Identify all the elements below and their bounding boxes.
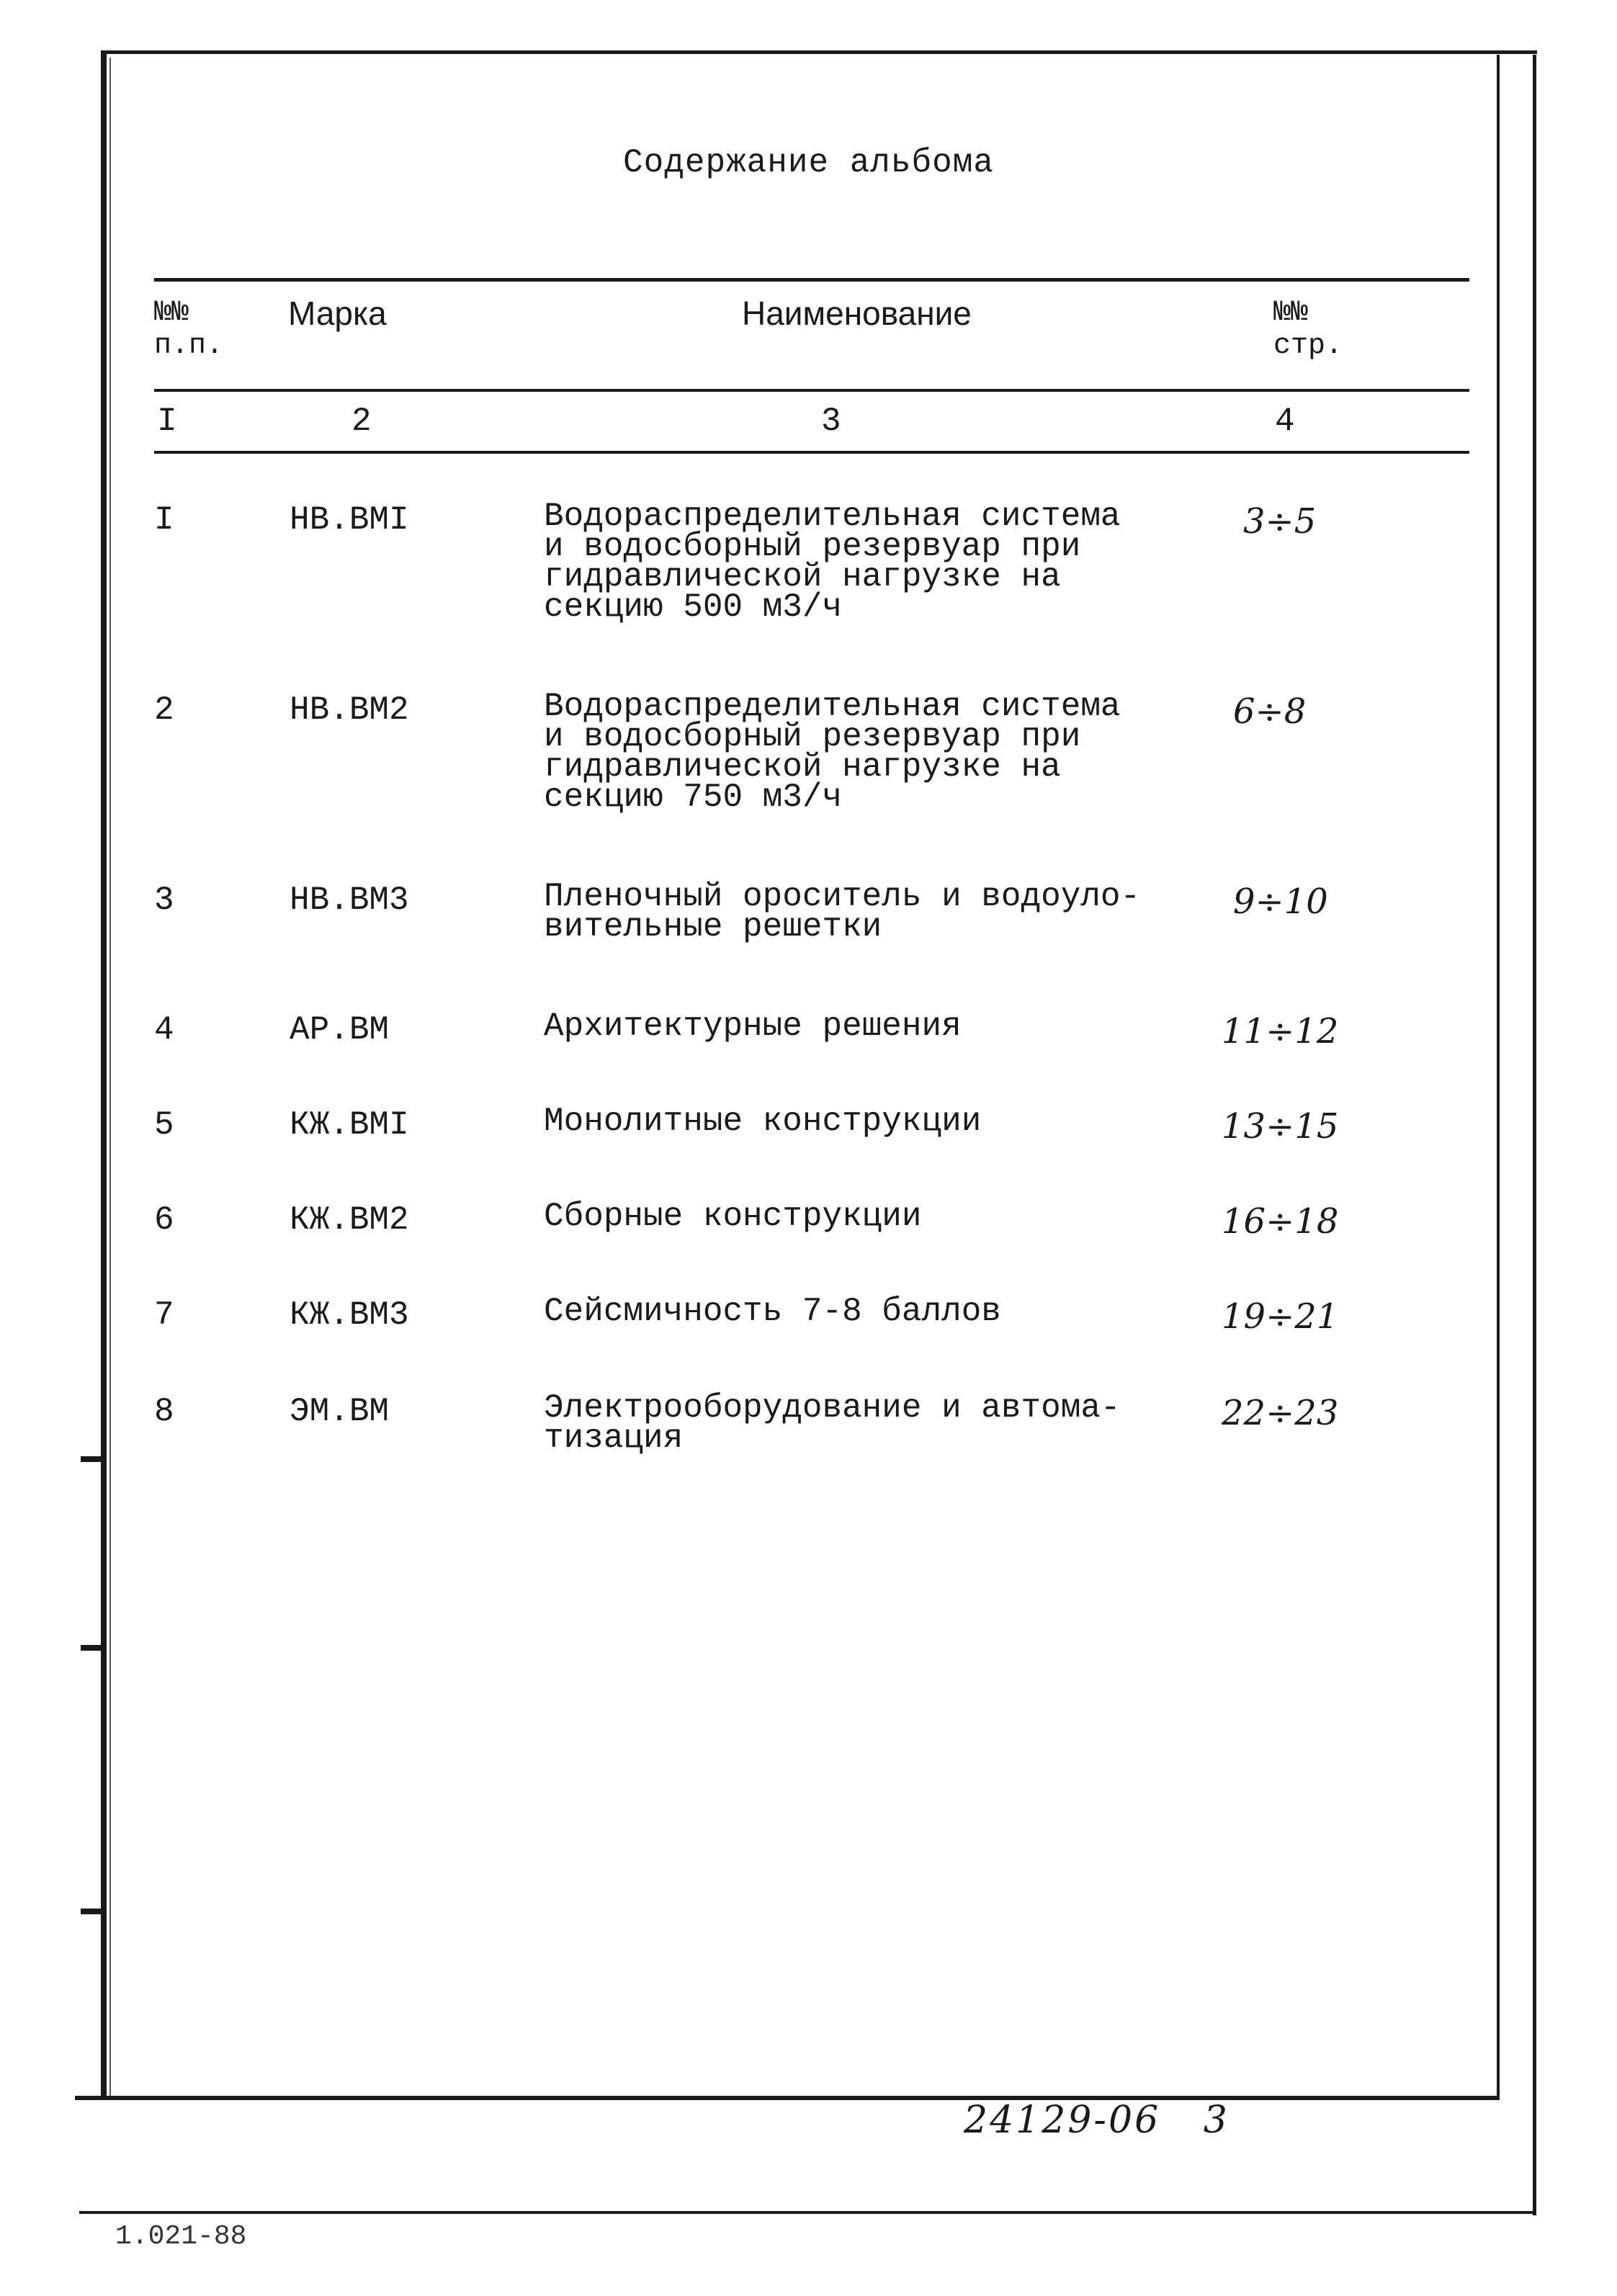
frame-right-line: [1497, 55, 1500, 2099]
header-num: №№ п.п.: [154, 297, 224, 362]
frame-left-inner-line: [109, 58, 111, 2096]
row-name: Пленочный ороситель и водоуло- вительные решетки: [544, 878, 1141, 946]
frame-left-line: [101, 52, 107, 2097]
row-num: 2: [154, 691, 174, 729]
row-pages: 6÷8: [1233, 691, 1307, 732]
header-page: №№ стр.: [1273, 297, 1343, 362]
table-top-rule: [154, 278, 1469, 282]
row-mark: КЖ.ВМI: [290, 1106, 409, 1144]
header-mark: Марка: [288, 295, 387, 332]
frame-top-line: [101, 50, 1537, 54]
binding-tick: [81, 1456, 105, 1462]
column-index-3: 3: [821, 403, 841, 440]
column-index-2: 2: [351, 403, 372, 440]
drawing-code: [964, 2099, 1229, 2142]
row-pages: 19÷21: [1222, 1296, 1339, 1337]
row-mark: АР.ВМ: [290, 1011, 390, 1049]
row-pages: 13÷15: [1222, 1106, 1339, 1147]
sheet-bottom-edge: [79, 2211, 1536, 2214]
document-title: Содержание альбома: [623, 144, 994, 181]
row-name: Архитектурные решения: [544, 1008, 962, 1045]
row-name: Электрооборудование и автома- тизация: [544, 1389, 1121, 1457]
drawing-number: 24129-06: [964, 2099, 1161, 2142]
row-name: Водораспределительная система и водосборный резервуар при гидравлической нагрузке на секцию 750 м3/ч: [544, 688, 1121, 816]
row-name: Сейсмичность 7-8 баллов: [544, 1293, 1001, 1330]
row-num: I: [154, 501, 174, 539]
header-bottom-rule: [154, 389, 1469, 392]
row-pages: 11÷12: [1222, 1011, 1339, 1051]
row-pages: 16÷18: [1222, 1201, 1339, 1242]
row-mark: КЖ.ВМ3: [290, 1296, 409, 1334]
header-name: Наименование: [742, 295, 972, 332]
row-pages: 3÷5: [1243, 501, 1317, 542]
row-num: 3: [154, 882, 174, 919]
row-pages: 9÷10: [1233, 882, 1328, 922]
row-num: 4: [154, 1011, 174, 1049]
row-mark: КЖ.ВМ2: [290, 1201, 409, 1239]
row-mark: НВ.ВМI: [290, 501, 409, 539]
index-bottom-rule: [154, 451, 1469, 454]
column-index-4: 4: [1275, 403, 1295, 440]
row-num: 6: [154, 1201, 174, 1239]
row-mark: НВ.ВМ2: [290, 691, 409, 729]
sheet-number: 3: [1203, 2099, 1229, 2142]
row-name: Монолитные конструкции: [544, 1103, 982, 1140]
binding-tick: [81, 1645, 105, 1651]
format-code: 1.021-88: [115, 2221, 247, 2252]
row-name: Водораспределительная система и водосборный резервуар при гидравлической нагрузке на секцию 500 м3/ч: [544, 498, 1121, 626]
binding-tick: [81, 1909, 105, 1914]
row-pages: 22÷23: [1222, 1393, 1339, 1433]
row-num: 7: [154, 1296, 174, 1334]
row-name: Сборные конструкции: [544, 1198, 922, 1235]
column-index-1: I: [157, 403, 177, 440]
frame-bottom-line: [75, 2096, 1500, 2100]
row-mark: ЭМ.ВМ: [290, 1393, 390, 1430]
sheet-right-edge: [1533, 55, 1536, 2215]
row-mark: НВ.ВМ3: [290, 882, 409, 919]
row-num: 8: [154, 1393, 174, 1430]
row-num: 5: [154, 1106, 174, 1144]
